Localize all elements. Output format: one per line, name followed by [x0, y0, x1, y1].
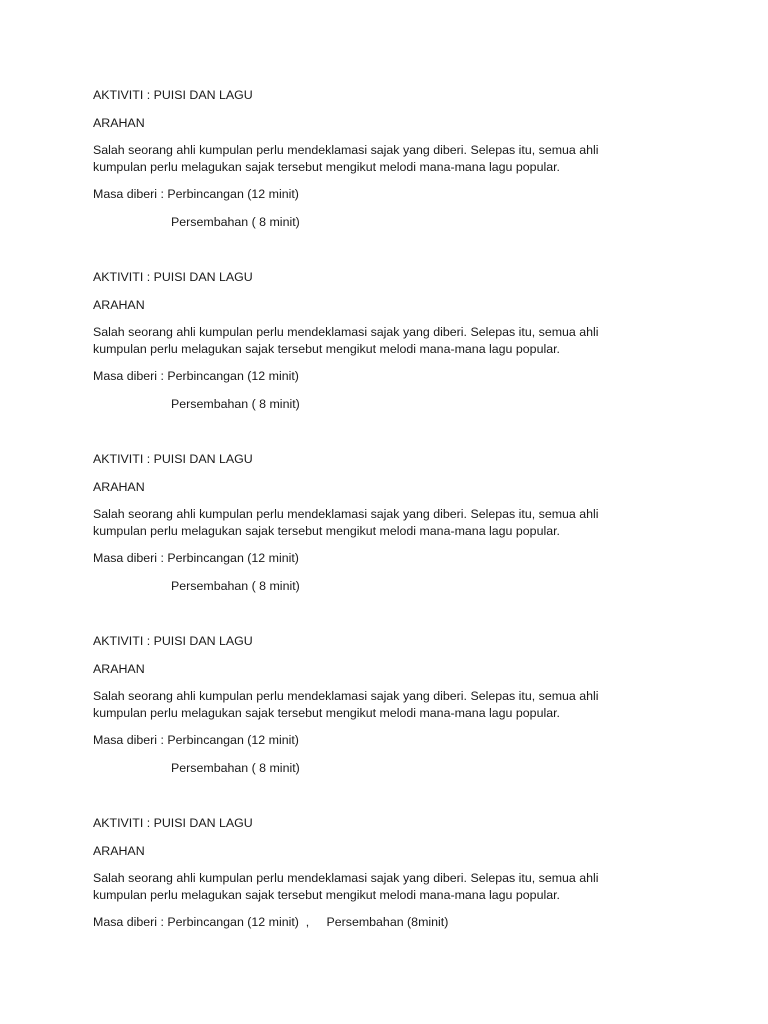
time-discussion: Masa diberi : Perbincangan (12 minit)	[93, 369, 299, 383]
time-presentation: Persembahan ( 8 minit)	[171, 761, 300, 775]
instruction-heading: ARAHAN	[93, 662, 145, 676]
instruction-line: kumpulan perlu melagukan sajak tersebut mengikut melodi mana-mana lagu popular.	[93, 524, 560, 538]
instruction-heading: ARAHAN	[93, 844, 145, 858]
time-allocation: Masa diberi : Perbincangan (12 minit) , Persembahan (8minit)	[93, 915, 449, 929]
activity-title: AKTIVITI : PUISI DAN LAGU	[93, 88, 253, 102]
activity-title: AKTIVITI : PUISI DAN LAGU	[93, 270, 253, 284]
time-discussion: Masa diberi : Perbincangan (12 minit)	[93, 187, 299, 201]
instruction-line: kumpulan perlu melagukan sajak tersebut mengikut melodi mana-mana lagu popular.	[93, 706, 560, 720]
instruction-line: kumpulan perlu melagukan sajak tersebut mengikut melodi mana-mana lagu popular.	[93, 342, 560, 356]
instruction-text	[93, 506, 653, 540]
activity-title: AKTIVITI : PUISI DAN LAGU	[93, 816, 253, 830]
instruction-heading: ARAHAN	[93, 116, 145, 130]
activity-title: AKTIVITI : PUISI DAN LAGU	[93, 452, 253, 466]
instruction-line: Salah seorang ahli kumpulan perlu mendeklamasi sajak yang diberi. Selepas itu, semua ahli	[93, 143, 599, 157]
time-presentation: Persembahan ( 8 minit)	[171, 215, 300, 229]
instruction-line: kumpulan perlu melagukan sajak tersebut mengikut melodi mana-mana lagu popular.	[93, 888, 560, 902]
instruction-line: Salah seorang ahli kumpulan perlu mendeklamasi sajak yang diberi. Selepas itu, semua ahli	[93, 689, 599, 703]
instruction-text	[93, 142, 653, 176]
instruction-heading: ARAHAN	[93, 298, 145, 312]
instruction-text	[93, 324, 653, 358]
instruction-heading: ARAHAN	[93, 480, 145, 494]
time-discussion: Masa diberi : Perbincangan (12 minit)	[93, 551, 299, 565]
time-discussion: Masa diberi : Perbincangan (12 minit)	[93, 733, 299, 747]
instruction-line: Salah seorang ahli kumpulan perlu mendeklamasi sajak yang diberi. Selepas itu, semua ahli	[93, 507, 599, 521]
instruction-text	[93, 870, 653, 904]
time-presentation: Persembahan ( 8 minit)	[171, 579, 300, 593]
activity-title: AKTIVITI : PUISI DAN LAGU	[93, 634, 253, 648]
instruction-text	[93, 688, 653, 722]
instruction-line: kumpulan perlu melagukan sajak tersebut mengikut melodi mana-mana lagu popular.	[93, 160, 560, 174]
instruction-line: Salah seorang ahli kumpulan perlu mendeklamasi sajak yang diberi. Selepas itu, semua ahli	[93, 871, 599, 885]
instruction-line: Salah seorang ahli kumpulan perlu mendeklamasi sajak yang diberi. Selepas itu, semua ahli	[93, 325, 599, 339]
time-presentation: Persembahan ( 8 minit)	[171, 397, 300, 411]
